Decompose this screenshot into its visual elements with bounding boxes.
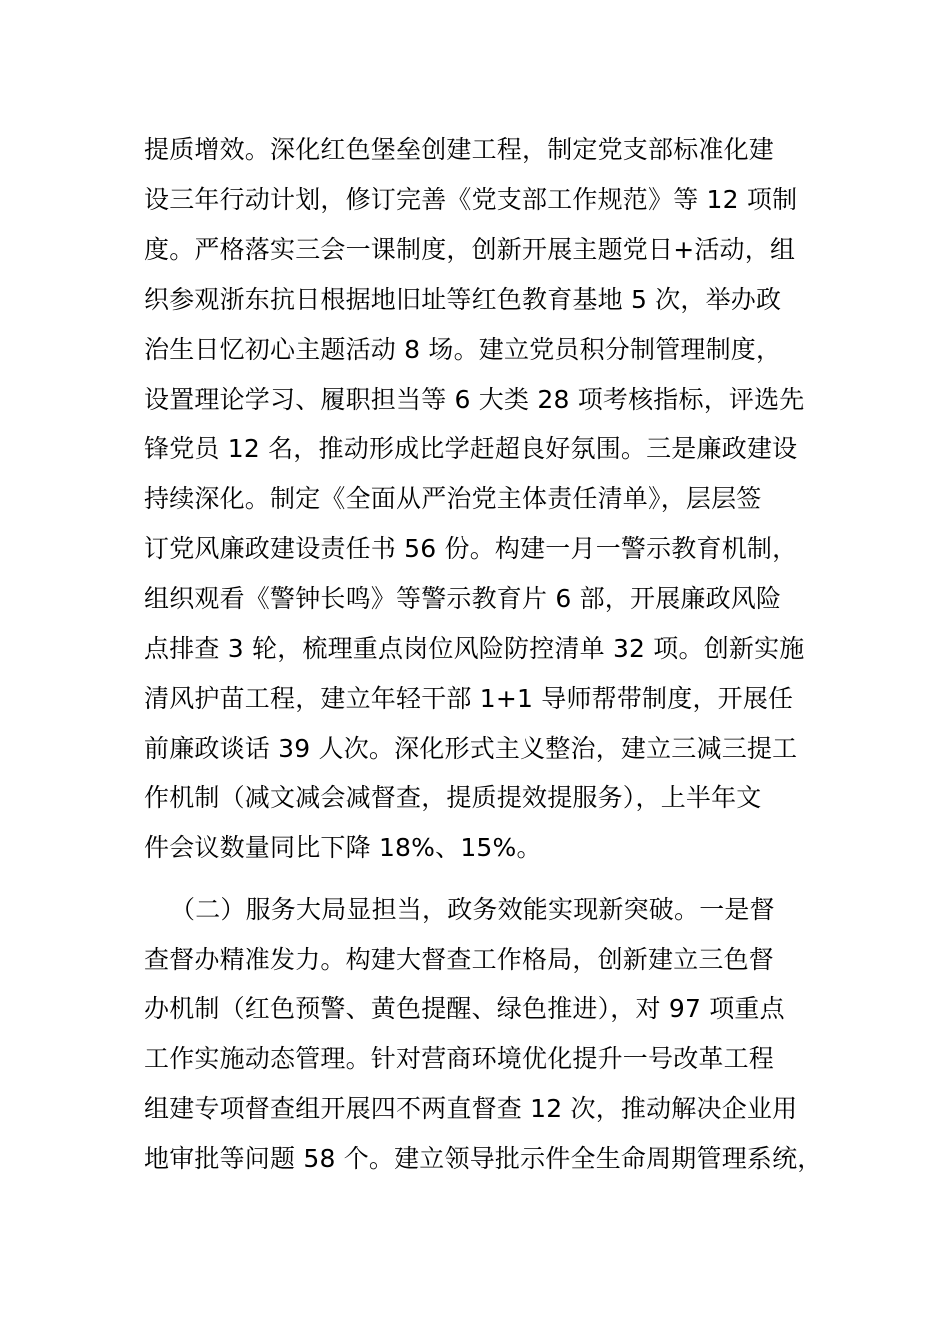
text-line: 点排查 3 轮，梳理重点岗位风险防控清单 32 项。创新实施 bbox=[144, 634, 805, 663]
text-line: 设三年行动计划，修订完善《党支部工作规范》等 12 项制 bbox=[144, 185, 798, 214]
text-line: 提质增效。深化红色堡垒创建工程，制定党支部标准化建 bbox=[144, 135, 775, 164]
text-line: 工作实施动态管理。针对营商环境优化提升一号改革工程 bbox=[144, 1044, 775, 1073]
text-line: 清风护苗工程，建立年轻干部 1+1 导师帮带制度，开展任 bbox=[144, 684, 794, 713]
text-line: 锋党员 12 名，推动形成比学赶超良好氛围。三是廉政建设 bbox=[144, 434, 798, 463]
text-line: 查督办精准发力。构建大督查工作格局，创新建立三色督 bbox=[144, 945, 775, 974]
text-line: 治生日忆初心主题活动 8 场。建立党员积分制管理制度， bbox=[144, 335, 782, 364]
text-line: 度。严格落实三会一课制度，创新开展主题党日+活动，组 bbox=[144, 235, 796, 264]
text-line: 设置理论学习、履职担当等 6 大类 28 项考核指标，评选先 bbox=[144, 385, 805, 414]
text-line: 持续深化。制定《全面从严治党主体责任清单》，层层签 bbox=[144, 484, 762, 513]
text-line: 织参观浙东抗日根据地旧址等红色教育基地 5 次，举办政 bbox=[144, 285, 782, 314]
text-line: 组建专项督查组开展四不两直督查 12 次，推动解决企业用 bbox=[144, 1094, 798, 1123]
text-line: 前廉政谈话 39 人次。深化形式主义整治，建立三减三提工 bbox=[144, 734, 798, 763]
text-line: 地审批等问题 58 个。建立领导批示件全生命周期管理系统， bbox=[144, 1144, 823, 1173]
text-line: 办机制（红色预警、黄色提醒、绿色推进），对 97 项重点 bbox=[144, 994, 785, 1023]
text-line-first: （二）服务大局显担当，政务效能实现新突破。一是督 bbox=[170, 895, 775, 924]
text-line: 件会议数量同比下降 18%、15%。 bbox=[144, 833, 542, 862]
text-line: 作机制（减文减会减督查，提质提效提服务），上半年文 bbox=[144, 783, 762, 812]
text-line: 组织观看《警钟长鸣》等警示教育片 6 部，开展廉政风险 bbox=[144, 584, 782, 613]
text-line: 订党风廉政建设责任书 56 份。构建一月一警示教育机制， bbox=[144, 534, 798, 563]
